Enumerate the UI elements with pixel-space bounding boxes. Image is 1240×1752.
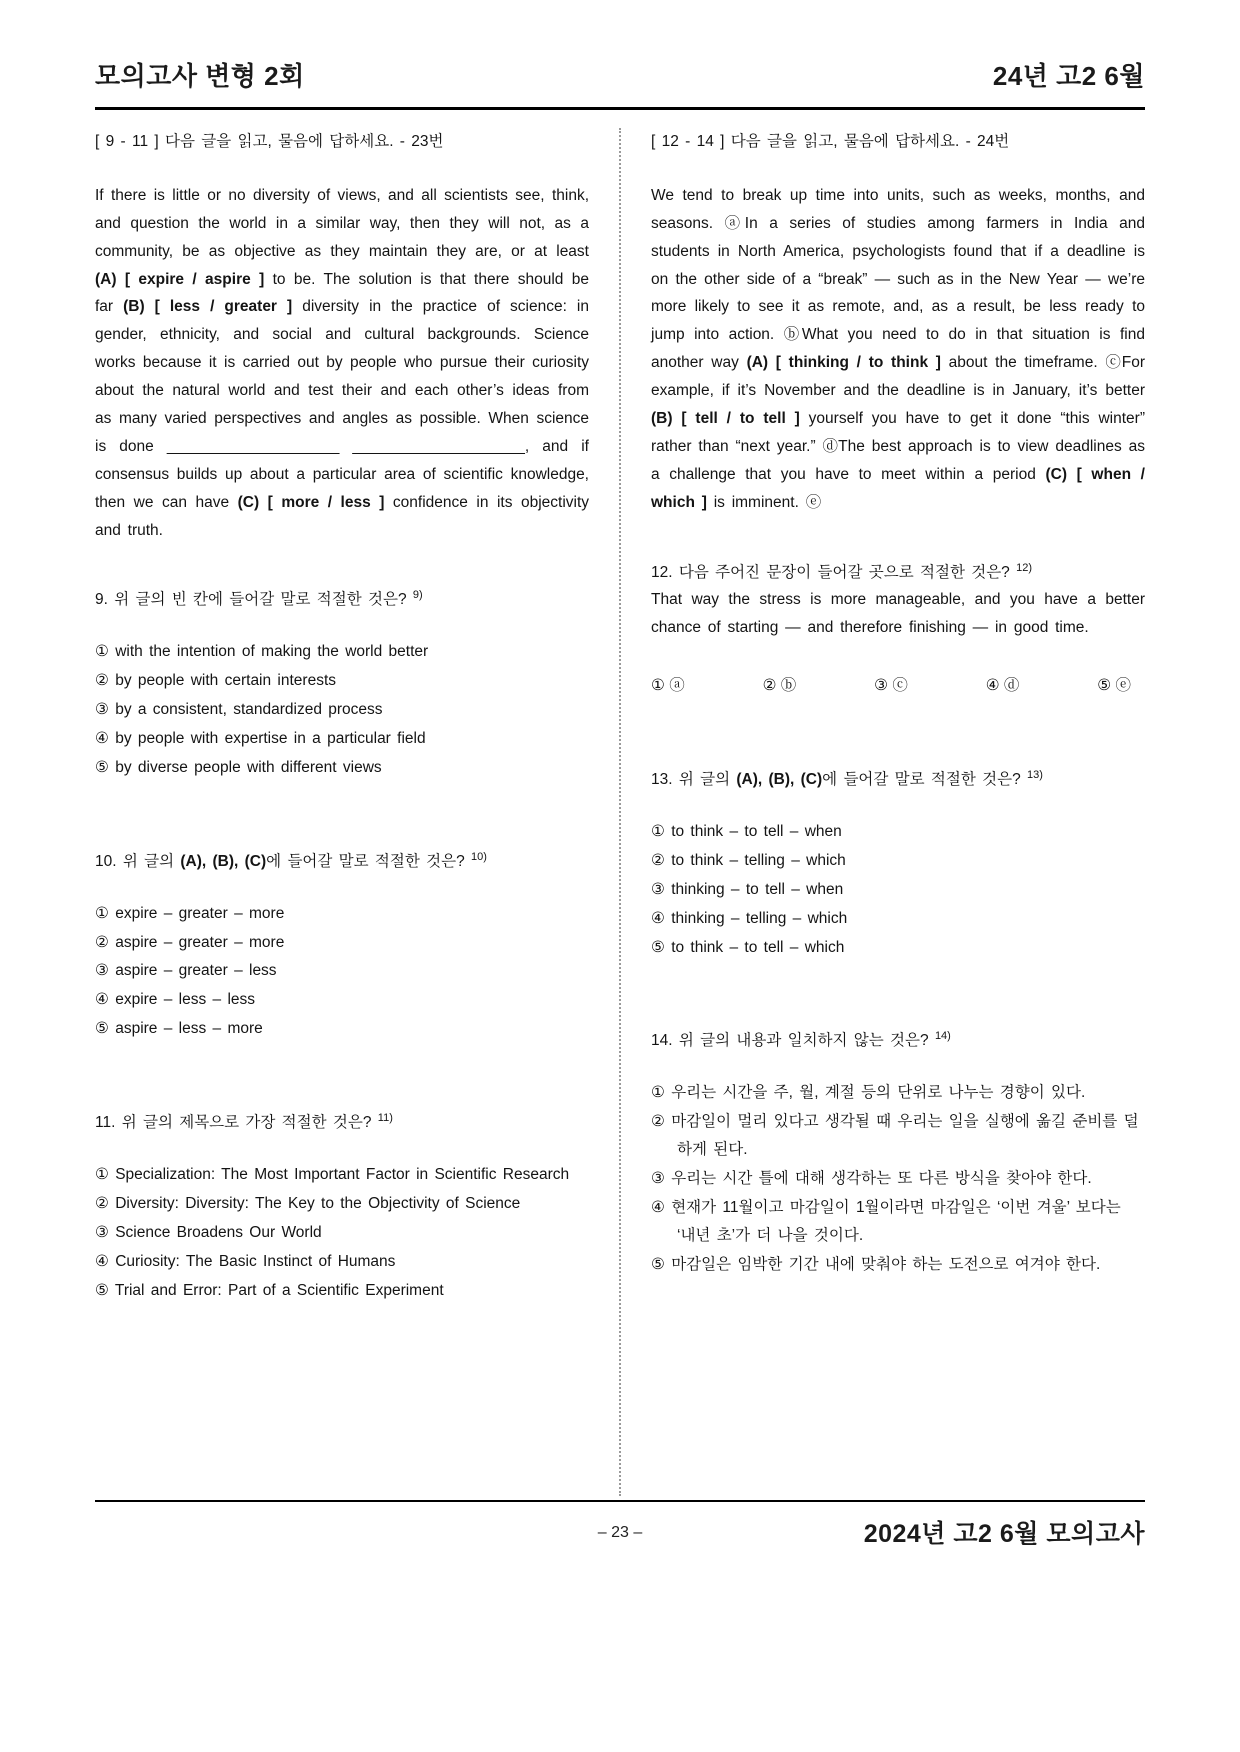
question-13-choice-1: ① to think – to tell – when xyxy=(651,823,842,841)
question-11-choice-3: ③ Science Broadens Our World xyxy=(95,1223,322,1241)
question-13-choice-4: ④ thinking – telling – which xyxy=(651,909,848,927)
question-14-choices xyxy=(651,1079,1145,1278)
question-9-choice-5: ⑤ by diverse people with different views xyxy=(95,758,382,776)
question-10-choice-1: ① expire – greater – more xyxy=(95,904,285,922)
question-14-choice-2: ② 마감일이 멀리 있다고 생각될 때 우리는 일을 실행에 옮길 준비를 덜 하게 된다. xyxy=(651,1113,1139,1159)
section-heading-23: [ 9 - 11 ] 다음 글을 읽고, 물음에 답하세요. - 23번 xyxy=(95,133,444,150)
question-11-choice-4: ④ Curiosity: The Basic Instinct of Humans xyxy=(95,1252,396,1270)
question-9-head xyxy=(95,586,589,614)
question-12-footnote: 12) xyxy=(1016,561,1033,574)
question-11-text: 11. 위 글의 제목으로 가장 적절한 것은? xyxy=(95,1114,378,1132)
question-11-choice-5: ⑤ Trial and Error: Part of a Scientific Experiment xyxy=(95,1281,444,1299)
page-footer xyxy=(95,1500,1145,1558)
question-12-choice-3: ③ ⓒ xyxy=(874,677,908,695)
question-9-text: 9. 위 글의 빈 칸에 들어갈 말로 적절한 것은? xyxy=(95,591,413,609)
question-14-choice-5: ⑤ 마감일은 임박한 기간 내에 맞춰야 하는 도전으로 여겨야 한다. xyxy=(651,1255,1101,1273)
question-13 xyxy=(651,766,1145,961)
page-number: – 23 – xyxy=(597,1524,643,1541)
page-content xyxy=(95,128,1145,1496)
question-13-choice-5: ⑤ to think – to tell – which xyxy=(651,938,845,956)
question-11-choice-1: ① Specialization: The Most Important Factor in Scientific Research xyxy=(95,1166,570,1184)
question-9-footnote: 9) xyxy=(412,589,423,602)
question-12-choice-2: ② ⓑ xyxy=(762,677,797,695)
right-column xyxy=(621,128,1145,1496)
question-14-footnote: 14) xyxy=(934,1030,951,1043)
question-10-footnote: 10) xyxy=(471,850,487,863)
header-right-title: 24년 고2 6월 xyxy=(992,61,1145,91)
question-9-choice-4: ④ by people with expertise in a particular field xyxy=(95,730,426,748)
question-14-choice-1: ① 우리는 시간을 주, 월, 계절 등의 단위로 나누는 경향이 있다. xyxy=(651,1084,1086,1102)
header-left-title: 모의고사 변형 2회 xyxy=(95,61,305,91)
question-12-head xyxy=(651,559,1145,587)
question-14-choice-4: ④ 현재가 11월이고 마감일이 1월이라면 마감일은 ‘이번 겨울’ 보다는 ‘내년 초’가 더 나을 것이다. xyxy=(651,1198,1121,1244)
question-13-text: 13. 위 글의 (A), (B), (C)에 들어갈 말로 적절한 것은? xyxy=(651,771,1028,789)
section-heading-24: [ 12 - 14 ] 다음 글을 읽고, 물음에 답하세요. - 24번 xyxy=(651,133,1010,150)
question-14-text: 14. 위 글의 내용과 일치하지 않는 것은? xyxy=(651,1032,935,1050)
question-11-footnote: 11) xyxy=(377,1112,393,1124)
question-9 xyxy=(95,586,589,781)
question-10-choice-5: ⑤ aspire – less – more xyxy=(95,1020,263,1038)
question-12-text: 12. 다음 주어진 문장이 들어갈 곳으로 적절한 것은? xyxy=(651,563,1017,581)
question-14 xyxy=(651,1027,1145,1278)
question-13-choice-2: ② to think – telling – which xyxy=(651,851,846,869)
question-10-choices xyxy=(95,900,589,1043)
footer-content xyxy=(95,1514,1145,1558)
question-12-choice-5: ⑤ ⓔ xyxy=(1097,677,1131,695)
question-13-head xyxy=(651,766,1145,794)
question-12 xyxy=(651,559,1145,701)
question-10-head xyxy=(95,848,589,876)
passage-23: If there is little or no diversity of views, and all scientists see, think, and question the world in a similar way, then they will not, as a community, be as objective as they maintain they are, or at least (A) [ expire / aspire ] to be. The solution is that there should be far (B) [ less / greater ] diversity in the practice of science: in gender, ethnicity, and social and cultural backgrounds. Science works because it is carried out by people who pursue their curiosity about the natural world and test their and each other’s ideas from as many varied perspectives and angles as possible. When science is done ____________________ ____________________, and if consensus builds up about a particular area of scientific knowledge, then we can have (C) [ more / less ] confidence in its objectivity and truth. xyxy=(95,186,590,539)
question-9-choice-3: ③ by a consistent, standardized process xyxy=(95,701,383,719)
question-11-choices xyxy=(95,1161,589,1304)
question-11-head xyxy=(95,1109,589,1137)
question-14-choice-3: ③ 우리는 시간 틀에 대해 생각하는 또 다른 방식을 찾아야 한다. xyxy=(651,1170,1092,1188)
passage-24: We tend to break up time into units, such as weeks, months, and seasons. ⓐIn a series of studies among farmers in India and students in North America, psychologists found that if a deadline is on the other side of a “break” — such as in the New Year — we’re more likely to see it as remote, and, as a result, be less ready to jump into action. ⓑWhat you need to do in that situation is find another way (A) [ thinking / to think ] about the timeframe. ⓒFor example, if it’s November and the deadline is in January, it’s better (B) [ tell / to tell ] yourself you have to get it done “this winter” rather than “next year.” ⓓThe best approach is to view deadlines as a challenge that you have to meet within a period (C) [ when / which ] is imminent. ⓔ xyxy=(651,186,1146,511)
question-10-choice-2: ② aspire – greater – more xyxy=(95,933,285,951)
page-header xyxy=(95,56,1145,110)
left-column xyxy=(95,128,619,1496)
question-12-choice-1: ① ⓐ xyxy=(651,677,685,695)
question-11-choice-2: ② Diversity: Diversity: The Key to the Objectivity of Science xyxy=(95,1194,521,1212)
question-10 xyxy=(95,848,589,1043)
question-10-text: 10. 위 글의 (A), (B), (C)에 들어갈 말로 적절한 것은? xyxy=(95,852,472,870)
question-11 xyxy=(95,1109,589,1304)
question-12-choices xyxy=(651,672,1145,700)
question-9-choice-1: ① with the intention of making the world better xyxy=(95,643,429,661)
question-12-choice-4: ④ ⓓ xyxy=(985,677,1020,695)
question-14-head xyxy=(651,1027,1145,1055)
question-9-choice-2: ② by people with certain interests xyxy=(95,672,337,690)
question-9-choices xyxy=(95,638,589,781)
question-12-given-sentence: That way the stress is more manageable, and you have a better chance of starting — and therefore finishing — in good time. xyxy=(651,591,1145,637)
footer-rule xyxy=(95,1500,1145,1502)
footer-title: 2024년 고2 6월 모의고사 xyxy=(863,1520,1145,1548)
question-13-choice-3: ③ thinking – to tell – when xyxy=(651,880,844,898)
question-10-choice-4: ④ expire – less – less xyxy=(95,991,256,1009)
question-13-footnote: 13) xyxy=(1027,768,1043,781)
question-13-choices xyxy=(651,818,1145,961)
question-10-choice-3: ③ aspire – greater – less xyxy=(95,962,277,980)
